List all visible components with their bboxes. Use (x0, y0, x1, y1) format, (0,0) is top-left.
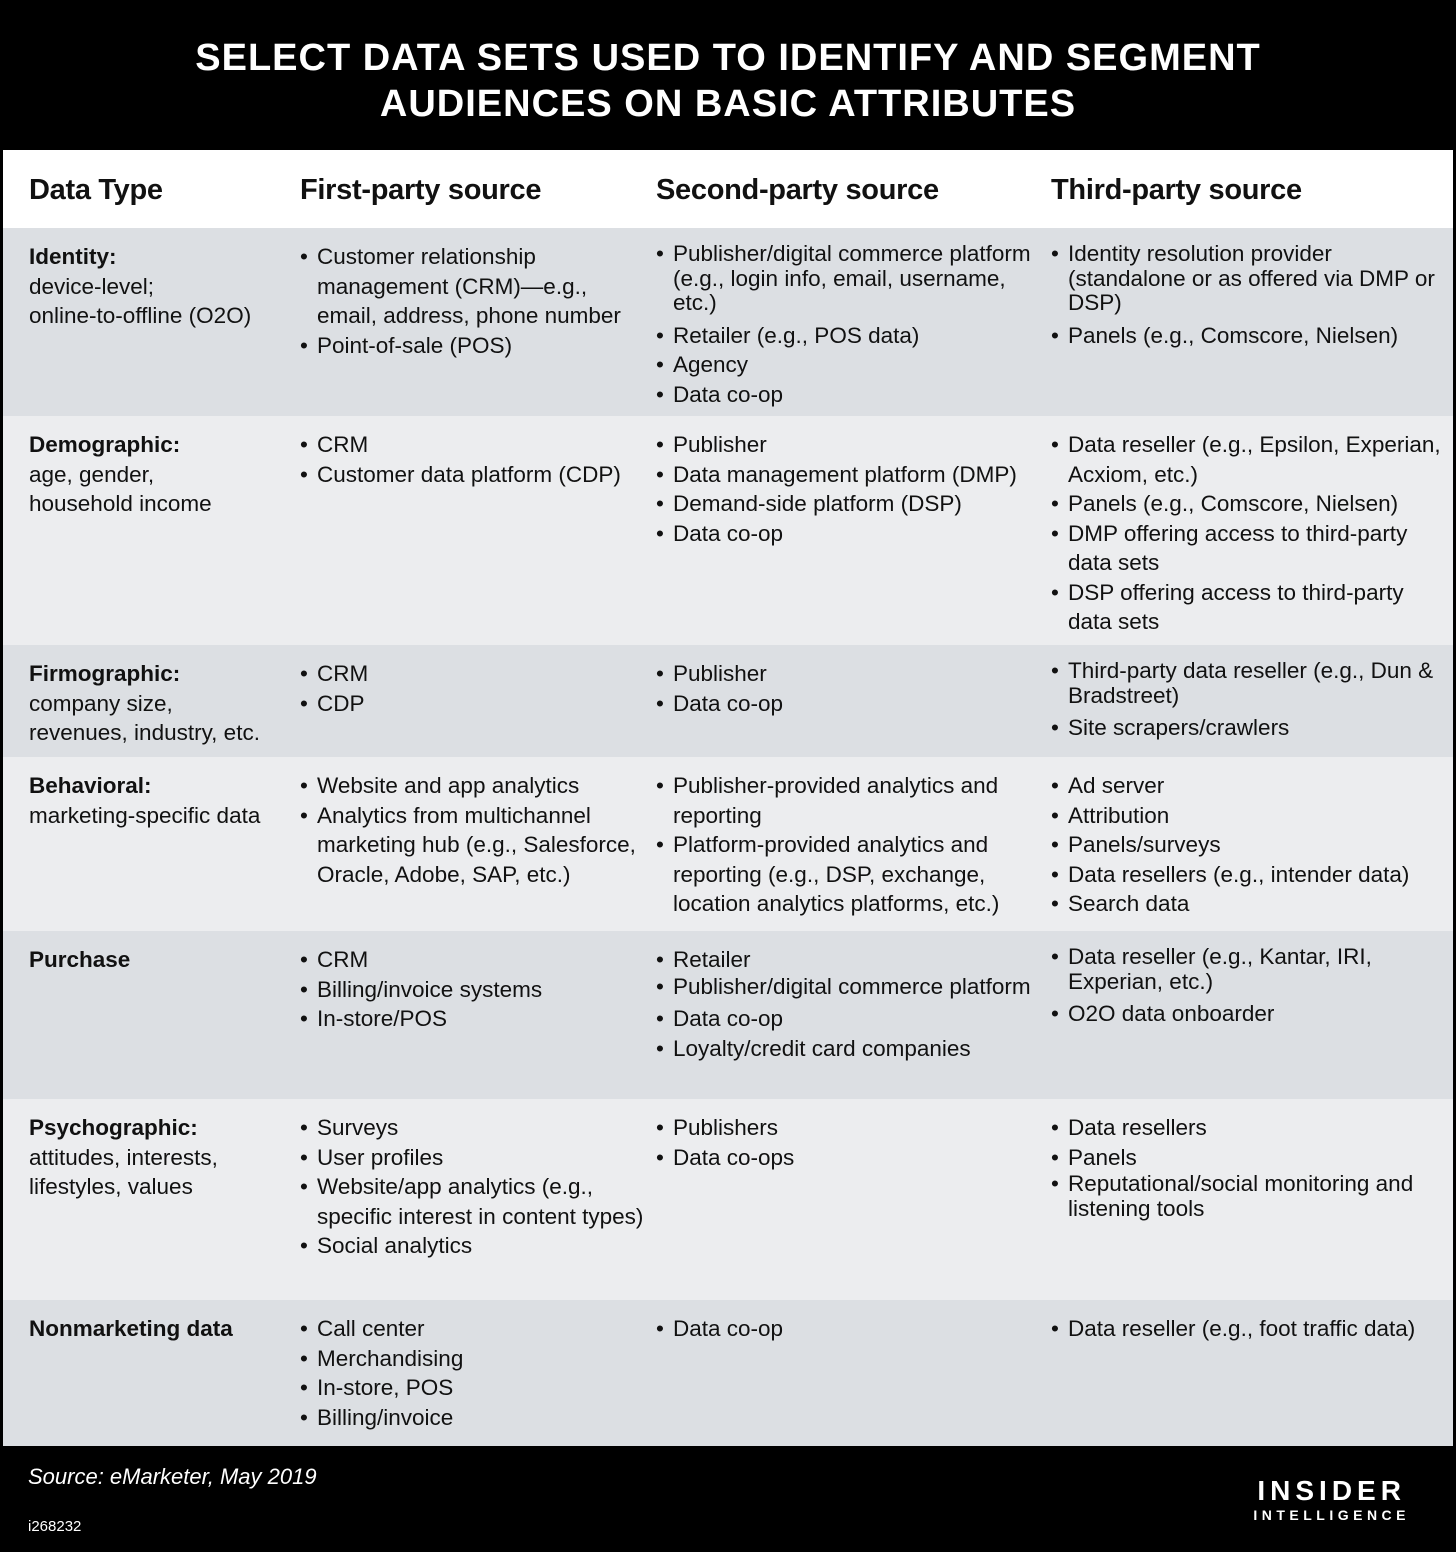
second-party-list (656, 242, 1046, 409)
third-party-list (1051, 430, 1443, 637)
list-item: • Search data (1051, 889, 1443, 919)
list-item: • Data reseller (e.g., foot traffic data) (1051, 1314, 1443, 1344)
list-item: • Platform-provided analytics and reporting (e.g., DSP, exchange, location analytics platforms, etc.) (656, 830, 1046, 919)
list-item: • Data co-op (656, 1314, 1046, 1344)
list-item: • Billing/invoice systems (300, 975, 650, 1005)
data-type-name: Purchase (29, 947, 131, 972)
list-item: • Agency (656, 350, 1046, 380)
second-party-list (656, 945, 1046, 1063)
first-party-list (300, 430, 650, 489)
header-third-party: Third-party source (1051, 174, 1302, 206)
data-type-cell (29, 659, 291, 748)
list-item: • CDP (300, 689, 650, 719)
header-first-party: First-party source (300, 174, 542, 206)
page-title: SELECT DATA SETS USED TO IDENTIFY AND SEGMENT AUDIENCES ON BASIC ATTRIBUTES (195, 37, 1261, 125)
list-item: • Panels (e.g., Comscore, Nielsen) (1051, 489, 1443, 519)
data-type-name: Demographic: (29, 432, 181, 457)
list-item: • Call center (300, 1314, 650, 1344)
data-type-description: age, gender, household income (29, 461, 212, 516)
list-item: • Website/app analytics (e.g., specific interest in content types) (300, 1172, 650, 1231)
list-item: • Site scrapers/crawlers (1051, 713, 1443, 743)
list-item: • Data reseller (e.g., Kantar, IRI, Experian, etc.) (1051, 945, 1443, 994)
list-item: • CRM (300, 945, 650, 975)
second-party-list (656, 430, 1046, 548)
data-type-name: Nonmarketing data (29, 1316, 233, 1341)
table-row-identity (3, 228, 1453, 416)
data-type-name: Firmographic: (29, 661, 181, 686)
list-item: • CRM (300, 430, 650, 460)
list-item: • Data management platform (DMP) (656, 460, 1046, 490)
list-item: • Data co-op (656, 380, 1046, 410)
second-party-list (656, 771, 1046, 919)
second-party-list (656, 659, 1046, 718)
list-item: • Surveys (300, 1113, 650, 1143)
first-party-list (300, 659, 650, 718)
list-item: • Publishers (656, 1113, 1046, 1143)
list-item: • Panels (1051, 1143, 1443, 1173)
list-item: • Panels (e.g., Comscore, Nielsen) (1051, 321, 1443, 351)
data-type-cell (29, 242, 291, 331)
list-item: • Attribution (1051, 801, 1443, 831)
chart-id: i268232 (28, 1518, 82, 1535)
table-row-purchase (3, 931, 1453, 1099)
data-type-description: marketing-specific data (29, 802, 261, 828)
insider-intelligence-logo (1253, 1476, 1410, 1524)
list-item: • DMP offering access to third-party data sets (1051, 519, 1443, 578)
list-item: • CRM (300, 659, 650, 689)
second-party-list (656, 1314, 1046, 1344)
data-type-cell (29, 430, 291, 519)
first-party-list (300, 1113, 650, 1261)
list-item: • Data co-op (656, 689, 1046, 719)
list-item: • Point-of-sale (POS) (300, 331, 650, 361)
title-bar (0, 0, 1456, 150)
list-item: • Customer data platform (CDP) (300, 460, 650, 490)
list-item: • Publisher/digital commerce platform (656, 975, 1046, 1000)
logo-wordmark-top: INSIDER (1257, 1475, 1406, 1506)
list-item: • Merchandising (300, 1344, 650, 1374)
list-item: • In-store/POS (300, 1004, 650, 1034)
table-row-firmographic (3, 645, 1453, 757)
data-type-description: device-level; online-to-offline (O2O) (29, 273, 252, 328)
list-item: • Third-party data reseller (e.g., Dun & Bradstreet) (1051, 659, 1443, 708)
list-item: • Billing/invoice (300, 1403, 650, 1433)
table-row-demographic (3, 416, 1453, 645)
list-item: • Social analytics (300, 1231, 650, 1261)
data-table (3, 150, 1453, 1446)
logo-wordmark-bottom: INTELLIGENCE (1253, 1507, 1410, 1523)
data-type-cell (29, 1314, 291, 1344)
list-item: • Data resellers (e.g., intender data) (1051, 860, 1443, 890)
first-party-list (300, 242, 650, 360)
list-item: • Publisher/digital commerce platform (e.g., login info, email, username, etc.) (656, 242, 1046, 316)
list-item: • Data co-op (656, 1004, 1046, 1034)
list-item: • Data resellers (1051, 1113, 1443, 1143)
header-second-party: Second-party source (656, 174, 939, 206)
list-item: • Data reseller (e.g., Epsilon, Experian, Acxiom, etc.) (1051, 430, 1443, 489)
list-item: • Publisher (656, 430, 1046, 460)
data-type-cell (29, 771, 291, 830)
third-party-list (1051, 771, 1443, 919)
list-item: • Website and app analytics (300, 771, 650, 801)
list-item: • Demand-side platform (DSP) (656, 489, 1046, 519)
footer (0, 1446, 1456, 1552)
list-item: • Analytics from multichannel marketing hub (e.g., Salesforce, Oracle, Adobe, SAP, etc.) (300, 801, 650, 890)
list-item: • Retailer (e.g., POS data) (656, 321, 1046, 351)
third-party-list (1051, 945, 1443, 1029)
list-item: • Data co-op (656, 519, 1046, 549)
table-header-row (3, 150, 1453, 228)
data-type-name: Behavioral: (29, 773, 152, 798)
list-item: • Customer relationship management (CRM)—e.g., email, address, phone number (300, 242, 650, 331)
list-item: • In-store, POS (300, 1373, 650, 1403)
list-item: • Retailer (656, 945, 1046, 975)
second-party-list (656, 1113, 1046, 1172)
list-item: • User profiles (300, 1143, 650, 1173)
data-type-description: company size, revenues, industry, etc. (29, 690, 260, 745)
list-item: • Publisher (656, 659, 1046, 689)
first-party-list (300, 1314, 650, 1432)
list-item: • Data co-ops (656, 1143, 1046, 1173)
data-type-cell (29, 945, 291, 975)
table-row-behavioral (3, 757, 1453, 931)
list-item: • DSP offering access to third-party data sets (1051, 578, 1443, 637)
third-party-list (1051, 242, 1443, 350)
first-party-list (300, 771, 650, 889)
list-item: • O2O data onboarder (1051, 999, 1443, 1029)
first-party-list (300, 945, 650, 1034)
list-item: • Publisher-provided analytics and reporting (656, 771, 1046, 830)
data-type-description: attitudes, interests, lifestyles, values (29, 1144, 218, 1199)
third-party-list (1051, 659, 1443, 743)
table-row-psychographic (3, 1099, 1453, 1300)
header-data-type: Data Type (29, 174, 163, 206)
data-type-name: Psychographic: (29, 1115, 198, 1140)
third-party-list (1051, 1113, 1443, 1226)
data-type-name: Identity: (29, 244, 117, 269)
table-row-nonmarketing (3, 1300, 1453, 1446)
source-note: Source: eMarketer, May 2019 (28, 1464, 317, 1489)
list-item: • Panels/surveys (1051, 830, 1443, 860)
third-party-list (1051, 1314, 1443, 1344)
list-item: • Identity resolution provider (standalone or as offered via DMP or DSP) (1051, 242, 1443, 316)
list-item: • Loyalty/credit card companies (656, 1034, 1046, 1064)
data-type-cell (29, 1113, 291, 1202)
list-item: • Ad server (1051, 771, 1443, 801)
list-item: • Reputational/social monitoring and listening tools (1051, 1172, 1443, 1221)
